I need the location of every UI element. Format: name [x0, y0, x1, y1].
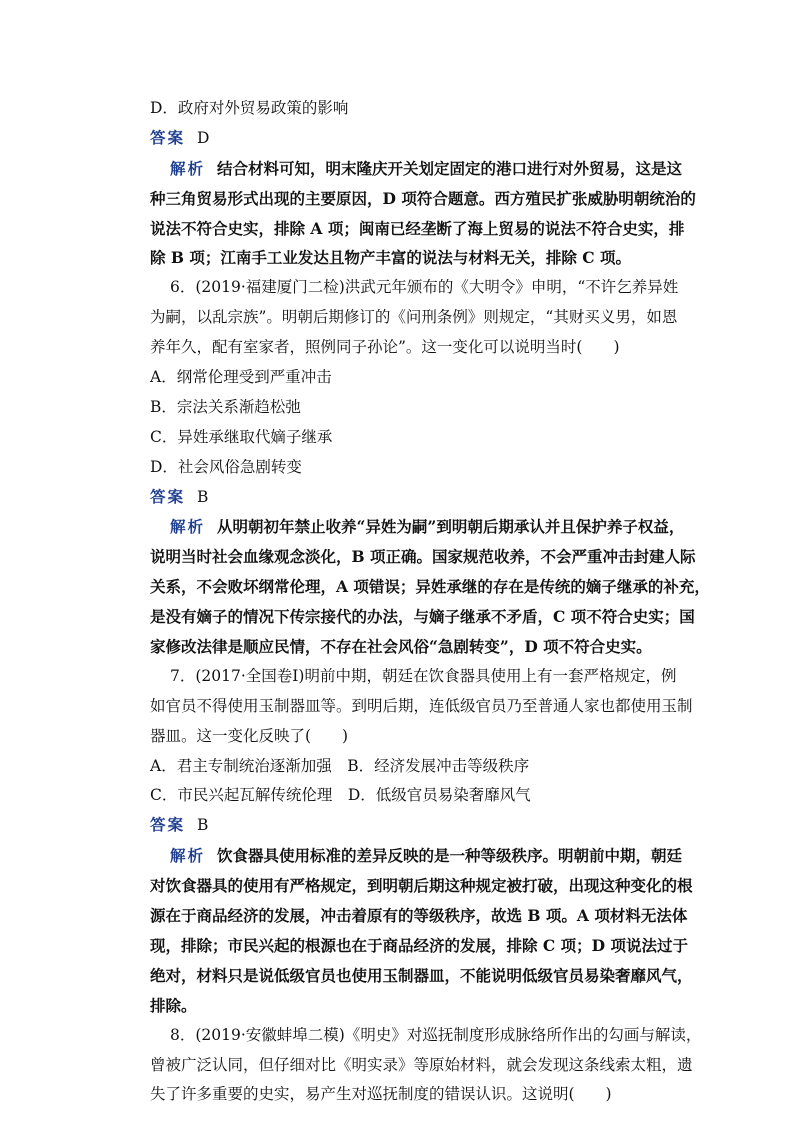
q6-option-b: B．宗法关系渐趋松弛 — [150, 397, 301, 416]
q7-analysis-line: 源在于商品经济的发展，冲击着原有的等级秩序，故选 B 项。A 项材料无法体 — [150, 906, 688, 926]
q7-answer — [150, 811, 650, 841]
analysis-text: 结合材料可知，明末隆庆开关划定固定的港口进行对外贸易，这是这 — [217, 158, 683, 178]
q6-stem-line: 养年久，配有室家者，照例同子孙论”。这一变化可以说明当时( ) — [150, 338, 620, 357]
q8-stem-line: 失了许多重要的史实，易产生对巡抚制度的错误认识。这说明( ) — [150, 1085, 612, 1104]
analysis-text: 饮食器具使用标准的差异反映的是一种等级秩序。明朝前中期，朝廷 — [217, 846, 683, 866]
q6-option-c: C．异姓承继取代嫡子继承 — [150, 427, 333, 446]
q6-stem-line: 6．(2019·福建厦门二检)洪武元年颁布的《大明令》申明，“不许乞养异姓 — [170, 278, 679, 297]
q5-answer — [150, 124, 650, 154]
q5-analysis-line: 除 B 项；江南手工业发达且物产丰富的说法与材料无关，排除 C 项。 — [150, 248, 632, 268]
q6-option-a: A．纲常伦理受到严重冲击 — [150, 368, 332, 387]
q7-analysis-line: 排除。 — [150, 995, 197, 1015]
q7-options-ab: A．君主专制统治逐渐加强 B．经济发展冲击等级秩序 — [150, 756, 530, 775]
answer-value: D — [197, 128, 210, 147]
q5-analysis-line — [150, 154, 683, 184]
answer-label: 答案 — [150, 128, 186, 147]
analysis-label: 解析 — [170, 159, 206, 178]
q6-analysis-line: 家修改法律是顺应民情，不存在社会风俗“急剧转变”，D 项不符合史实。 — [150, 637, 652, 657]
analysis-label: 解析 — [170, 518, 206, 537]
q7-stem-line: 器皿。这一变化反映了( ) — [150, 726, 349, 745]
q6-option-d: D．社会风俗急剧转变 — [150, 457, 302, 476]
answer-value: B — [197, 816, 209, 835]
q5-option-d: D．政府对外贸易政策的影响 — [150, 99, 349, 117]
q7-analysis-line: 对饮食器具的使用有严格规定，到明朝后期这种规定被打破，出现这种变化的根 — [150, 876, 693, 896]
q6-analysis-line — [150, 512, 685, 542]
q8-stem-line: 曾被广泛认同，但仔细对比《明实录》等原始材料，就会发现这条线索太粗，遗 — [150, 1055, 693, 1074]
q7-analysis-line: 绝对，材料只是说低级官员也使用玉制器皿，不能说明低级官员易染奢靡风气， — [150, 965, 693, 985]
q7-stem-line: 如官员不得使用玉制器皿等。到明后期，连低级官员乃至普通人家也都使用玉制 — [150, 696, 693, 715]
answer-label: 答案 — [150, 487, 186, 506]
q7-analysis-line: 现，排除；市民兴起的根源也在于商品经济的发展，排除 C 项；D 项说法过于 — [150, 935, 688, 955]
q7-analysis-line — [150, 841, 683, 871]
q7-options-cd: C．市民兴起瓦解传统伦理 D．低级官员易染奢靡风气 — [150, 786, 531, 805]
answer-label: 答案 — [150, 816, 186, 835]
q6-analysis-line: 说明当时社会血缘观念淡化，B 项正确。国家规范收养，不会严重冲击封建人际 — [150, 547, 696, 567]
analysis-text: 从明朝初年禁止收养“异姓为嗣”到明朝后期承认并且保护养子权益， — [217, 517, 685, 537]
q5-analysis-line: 种三角贸易形式出现的主要原因，D 项符合题意。西方殖民扩张威胁明朝统治的 — [150, 188, 696, 208]
answer-value: B — [197, 487, 209, 506]
q8-stem-line: 8．(2019·安徽蚌埠二模)《明史》对巡抚制度形成脉络所作出的勾画与解读， — [170, 1025, 702, 1044]
analysis-label: 解析 — [170, 847, 206, 866]
q7-stem-line: 7．(2017·全国卷Ⅰ)明前中期，朝廷在饮食器具使用上有一套严格规定，例 — [170, 666, 677, 685]
q6-stem-line: 为嗣，以乱宗族”。明朝后期修订的《问刑条例》则规定，“其财买义男，如恩 — [150, 308, 678, 327]
page-content — [150, 94, 710, 1110]
q6-analysis-line: 关系，不会败坏纲常伦理，A 项错误；异姓承继的存在是传统的嫡子继承的补充， — [150, 577, 710, 597]
q5-analysis-line: 说法不符合史实，排除 A 项；闽南已经垄断了海上贸易的说法不符合史实，排 — [150, 218, 685, 238]
q6-analysis-line: 是没有嫡子的情况下传宗接代的办法，与嫡子继承不矛盾，C 项不符合史实；国 — [150, 607, 695, 627]
q6-answer — [150, 483, 650, 513]
